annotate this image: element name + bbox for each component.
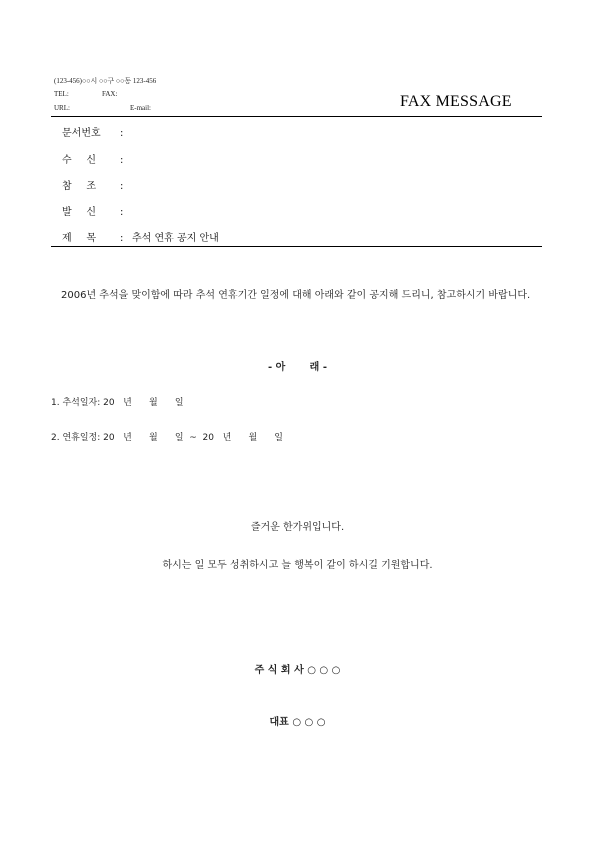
field-colon: : <box>120 181 124 192</box>
ceo-name: 대표 ○ ○ ○ <box>269 717 326 728</box>
field-colon: : <box>120 128 124 139</box>
holiday-date-item: 1. 추석일자: 20 년 월 일 <box>51 398 184 408</box>
field-reference <box>62 177 132 192</box>
greeting-line-1: 즐거운 한가위입니다. <box>250 522 345 533</box>
field-reference-label-b: 조 <box>86 181 96 192</box>
field-reference-label-a: 참 <box>62 181 72 192</box>
fax-message-title: FAX MESSAGE <box>400 93 512 110</box>
field-recipient-label-b: 신 <box>86 155 96 166</box>
field-doc-number <box>62 124 132 139</box>
email-label: E-mail: <box>130 104 151 112</box>
field-sender-label-a: 발 <box>62 207 72 218</box>
field-subject <box>62 229 219 244</box>
field-sender <box>62 203 132 218</box>
field-colon: : <box>120 233 124 244</box>
address-text: (123-456)○○시 ○○구 ○○동 123-456 <box>54 77 157 85</box>
greeting-line-2: 하시는 일 모두 성취하시고 늘 행복이 같이 하시길 기원합니다. <box>162 560 433 571</box>
field-subject-label-a: 제 <box>62 233 72 244</box>
fax-label: FAX: <box>102 90 118 98</box>
url-label: URL: <box>54 104 70 112</box>
notice-heading: - 아 래 - <box>268 362 327 373</box>
field-subject-label-b: 목 <box>86 233 96 244</box>
header-bottom-rule <box>51 246 542 247</box>
holiday-period-item: 2. 연휴일정: 20 년 월 일 ~ 20 년 월 일 <box>51 433 283 443</box>
field-colon: : <box>120 207 124 218</box>
field-recipient-label-a: 수 <box>62 155 72 166</box>
body-paragraph: 2006년 추석을 맞이함에 따라 추석 연휴기간 일정에 대해 아래와 같이 공지해 드리니, 참고하시기 바랍니다. <box>61 290 531 301</box>
field-subject-value: 추석 연휴 공지 안내 <box>132 233 219 244</box>
tel-label: TEL: <box>54 90 69 98</box>
field-doc-number-label: 문서번호 <box>62 128 101 139</box>
field-colon: : <box>120 155 124 166</box>
field-sender-label-b: 신 <box>86 207 96 218</box>
header-top-rule <box>51 116 542 117</box>
company-name: 주 식 회 사 ○ ○ ○ <box>254 665 341 676</box>
field-recipient <box>62 151 132 166</box>
